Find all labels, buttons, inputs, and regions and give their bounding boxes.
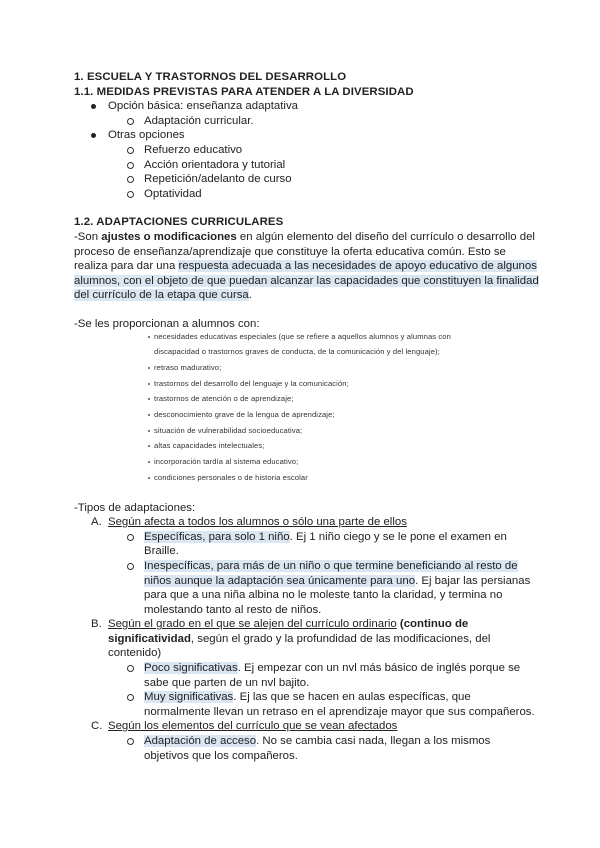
list-item: Acción orientadora y tutorial — [74, 158, 534, 173]
list-item: Específicas, para solo 1 niño. Ej 1 niño ciego y se le pone el examen en Braille. — [74, 530, 534, 559]
paragraph-se-les: -Se les proporcionan a alumnos con: — [74, 317, 260, 330]
list-item-a: A. Según afecta a todos los alumnos o sólo una parte de ellos — [91, 516, 407, 529]
list-item-c: C. Según los elementos del currículo que se vean afectados — [91, 720, 398, 733]
circle-bullet-icon — [127, 694, 134, 701]
paragraph-tipos: -Tipos de adaptaciones: — [74, 501, 196, 514]
circle-bullet-icon — [127, 534, 134, 541]
heading-1-1: 1.1. MEDIDAS PREVISTAS PARA ATENDER A LA DIVERSIDAD — [74, 85, 414, 98]
circle-bullet-icon — [127, 176, 134, 183]
embedded-list-image: necesidades educativas especiales (que se refiere a aquellos alumnos y alumnas con discapacidad o trastornos graves de conducta, de la comunicación y del lenguaje); retraso madurativo; trastornos del desarrollo del lenguaje y la comunicación; trastornos de atención o de aprendizaje; desconocimiento grave de la lengua de aprendizaje; situación de vulnerabilidad socioeducativa; altas capacidades intelectuales; incorporación tardía al sistema educativo; condiciones personales o de historia escolar — [74, 329, 534, 486]
list-item: Optatividad — [74, 187, 534, 202]
list-item: Muy significativas. Ej las que se hacen en aulas específicas, que normalmente llevan un retraso en el aprendizaje mayor que sus compañeros. — [74, 690, 534, 719]
bullet-icon — [91, 133, 96, 138]
heading-1: 1. ESCUELA Y TRASTORNOS DEL DESARROLLO — [74, 71, 347, 83]
list-item: Refuerzo educativo — [74, 143, 534, 158]
list-item: Inespecíficas, para más de un niño o que termine beneficiando al resto de niños aunque la adaptación sea únicamente para uno. Ej bajar las persianas para que a una niña albina no le moleste tanto la claridad, y termina no molestando tanto al resto de niños. — [74, 559, 534, 617]
list-item: Adaptación curricular. — [74, 114, 534, 129]
circle-bullet-icon — [127, 147, 134, 154]
circle-bullet-icon — [127, 665, 134, 672]
circle-bullet-icon — [127, 738, 134, 745]
list-item: Poco significativas. Ej empezar con un nvl más básico de inglés porque se sabe que parten de un nvl bajito. — [74, 661, 534, 690]
list-item: Otras opciones — [74, 128, 534, 143]
circle-bullet-icon — [127, 563, 134, 570]
circle-bullet-icon — [127, 162, 134, 169]
paragraph-definition: -Son ajustes o modificaciones en algún elemento del diseño del currículo o desarrollo del proceso de enseñanza/aprendizaje que constituye la oferta educativa común. Esto se realiza para dar una respuesta adecuada a las necesidades de apoyo educativo de algunos alumnos, con el objeto de que puedan alcanzar las capacidades que constituyen la finalidad del currículo de la etapa que cursa. — [74, 230, 539, 302]
circle-bullet-icon — [127, 191, 134, 198]
circle-bullet-icon — [127, 118, 134, 125]
list-item-b: B. Según el grado en el que se alejen del currículo ordinario (continuo de significatividad, según el grado y la profundidad de las modificaciones, del contenido) — [91, 618, 491, 660]
heading-1-2: 1.2. ADAPTACIONES CURRICULARES — [74, 216, 284, 229]
list-item: Repetición/adelanto de curso — [74, 172, 534, 187]
document-page — [74, 70, 539, 763]
bullet-icon — [91, 104, 96, 109]
list-item: Adaptación de acceso. No se cambia casi nada, llegan a los mismos objetivos que los compañeros. — [74, 734, 534, 763]
list-item: Opción básica: enseñanza adaptativa — [74, 99, 534, 114]
